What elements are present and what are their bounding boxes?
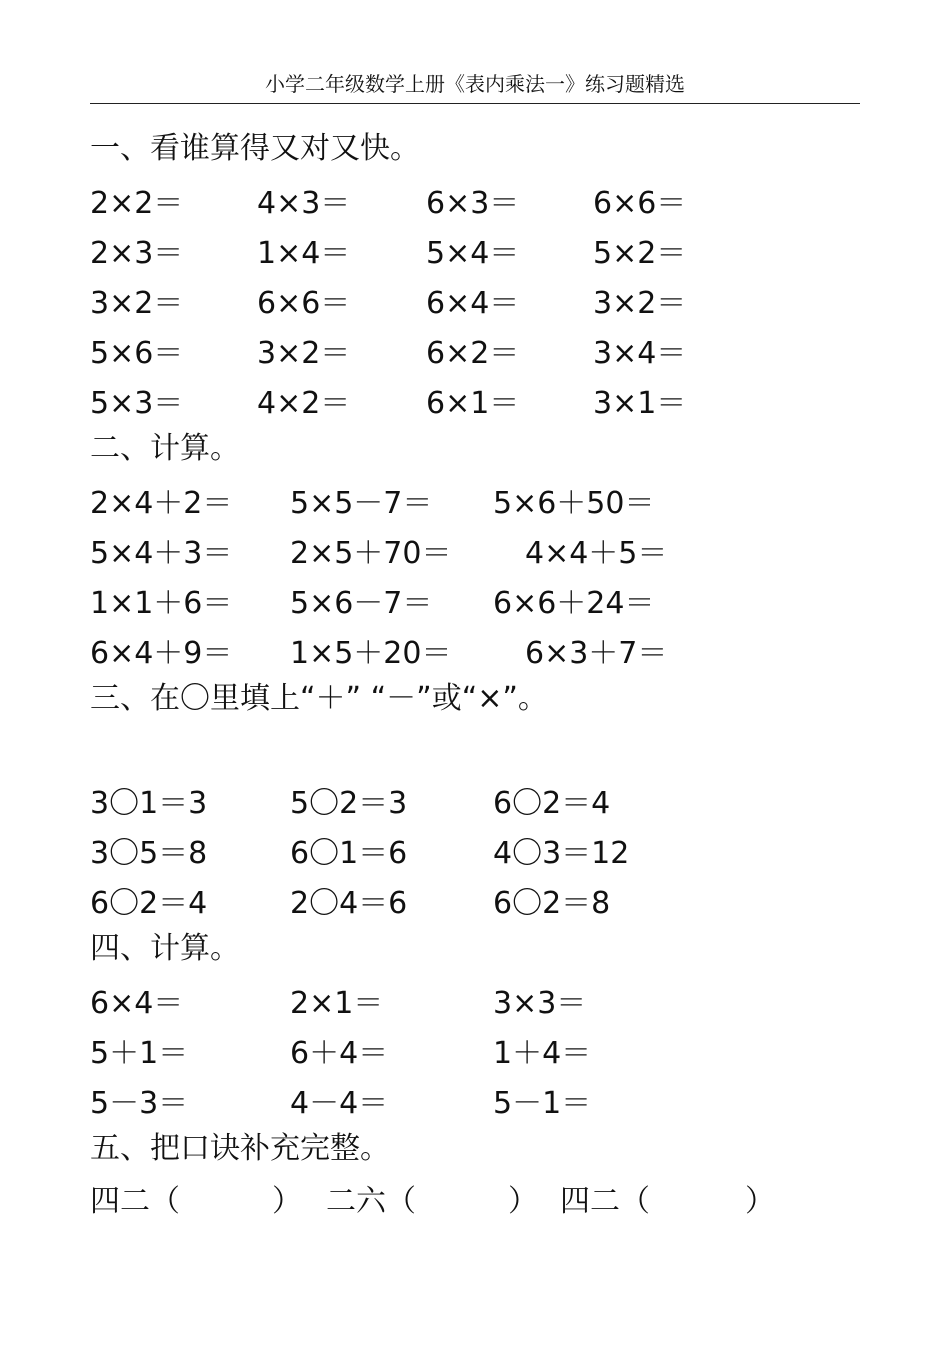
problem: 3×2＝ [90, 286, 184, 321]
problem: 5×6－7＝ [290, 586, 433, 621]
section-1-title: 一、看谁算得又对又快。 [90, 131, 420, 166]
problem: 4×3＝ [257, 186, 351, 221]
problem: 2〇4＝6 [290, 886, 408, 921]
problem: 1＋4＝ [493, 1036, 592, 1071]
problem: 2×4＋2＝ [90, 486, 233, 521]
mnemonic-blank-close: ） [745, 1184, 775, 1219]
problem: 6〇1＝6 [290, 836, 408, 871]
problem: 6×2＝ [426, 336, 520, 371]
problem: 5〇2＝3 [290, 786, 408, 821]
problem: 6×6＝ [257, 286, 351, 321]
problem: 4－4＝ [290, 1086, 389, 1121]
section-4-title: 四、计算。 [90, 931, 240, 966]
problem: 1×4＝ [257, 236, 351, 271]
problem: 3×1＝ [593, 386, 687, 421]
problem: 3×4＝ [593, 336, 687, 371]
problem: 4×2＝ [257, 386, 351, 421]
section-2-title: 二、计算。 [90, 431, 240, 466]
problem: 6×1＝ [426, 386, 520, 421]
mnemonic-blank-close: ） [508, 1184, 538, 1219]
problem: 4〇3＝12 [493, 836, 630, 871]
problem: 1×5＋20＝ [290, 636, 452, 671]
problem: 6＋4＝ [290, 1036, 389, 1071]
problem: 5×6＝ [90, 336, 184, 371]
problem: 6×4＋9＝ [90, 636, 233, 671]
problem: 3×2＝ [257, 336, 351, 371]
mnemonic-prefix: 四二（ [90, 1184, 180, 1219]
problem: 3×3＝ [493, 986, 587, 1021]
section-5-title: 五、把口诀补充完整。 [90, 1131, 390, 1166]
problem: 5×5－7＝ [290, 486, 433, 521]
problem: 4×4＋5＝ [525, 536, 668, 571]
section-3-title: 三、在〇里填上“＋” “－”或“×”。 [90, 681, 548, 716]
problem: 5×3＝ [90, 386, 184, 421]
problem: 3〇1＝3 [90, 786, 208, 821]
problem: 5－1＝ [493, 1086, 592, 1121]
problem: 6×6＝ [593, 186, 687, 221]
problem: 6×3＝ [426, 186, 520, 221]
problem: 6×6＋24＝ [493, 586, 655, 621]
problem: 6×4＝ [90, 986, 184, 1021]
problem: 6〇2＝8 [493, 886, 611, 921]
mnemonic-prefix: 四二（ [560, 1184, 650, 1219]
problem: 2×5＋70＝ [290, 536, 452, 571]
header-divider [90, 103, 860, 104]
problem: 5×4＝ [426, 236, 520, 271]
problem: 2×3＝ [90, 236, 184, 271]
mnemonic-blank-close: ） [272, 1184, 302, 1219]
problem: 5×2＝ [593, 236, 687, 271]
problem: 5×6＋50＝ [493, 486, 655, 521]
mnemonic-prefix: 二六（ [326, 1184, 416, 1219]
problem: 2×2＝ [90, 186, 184, 221]
problem: 1×1＋6＝ [90, 586, 233, 621]
problem: 6〇2＝4 [493, 786, 611, 821]
problem: 6×4＝ [426, 286, 520, 321]
problem: 6×3＋7＝ [525, 636, 668, 671]
problem: 6〇2＝4 [90, 886, 208, 921]
problem: 2×1＝ [290, 986, 384, 1021]
document-title: 小学二年级数学上册《表内乘法一》练习题精选 [265, 72, 685, 96]
problem: 5－3＝ [90, 1086, 189, 1121]
problem: 3〇5＝8 [90, 836, 208, 871]
problem: 5＋1＝ [90, 1036, 189, 1071]
problem: 5×4＋3＝ [90, 536, 233, 571]
problem: 3×2＝ [593, 286, 687, 321]
